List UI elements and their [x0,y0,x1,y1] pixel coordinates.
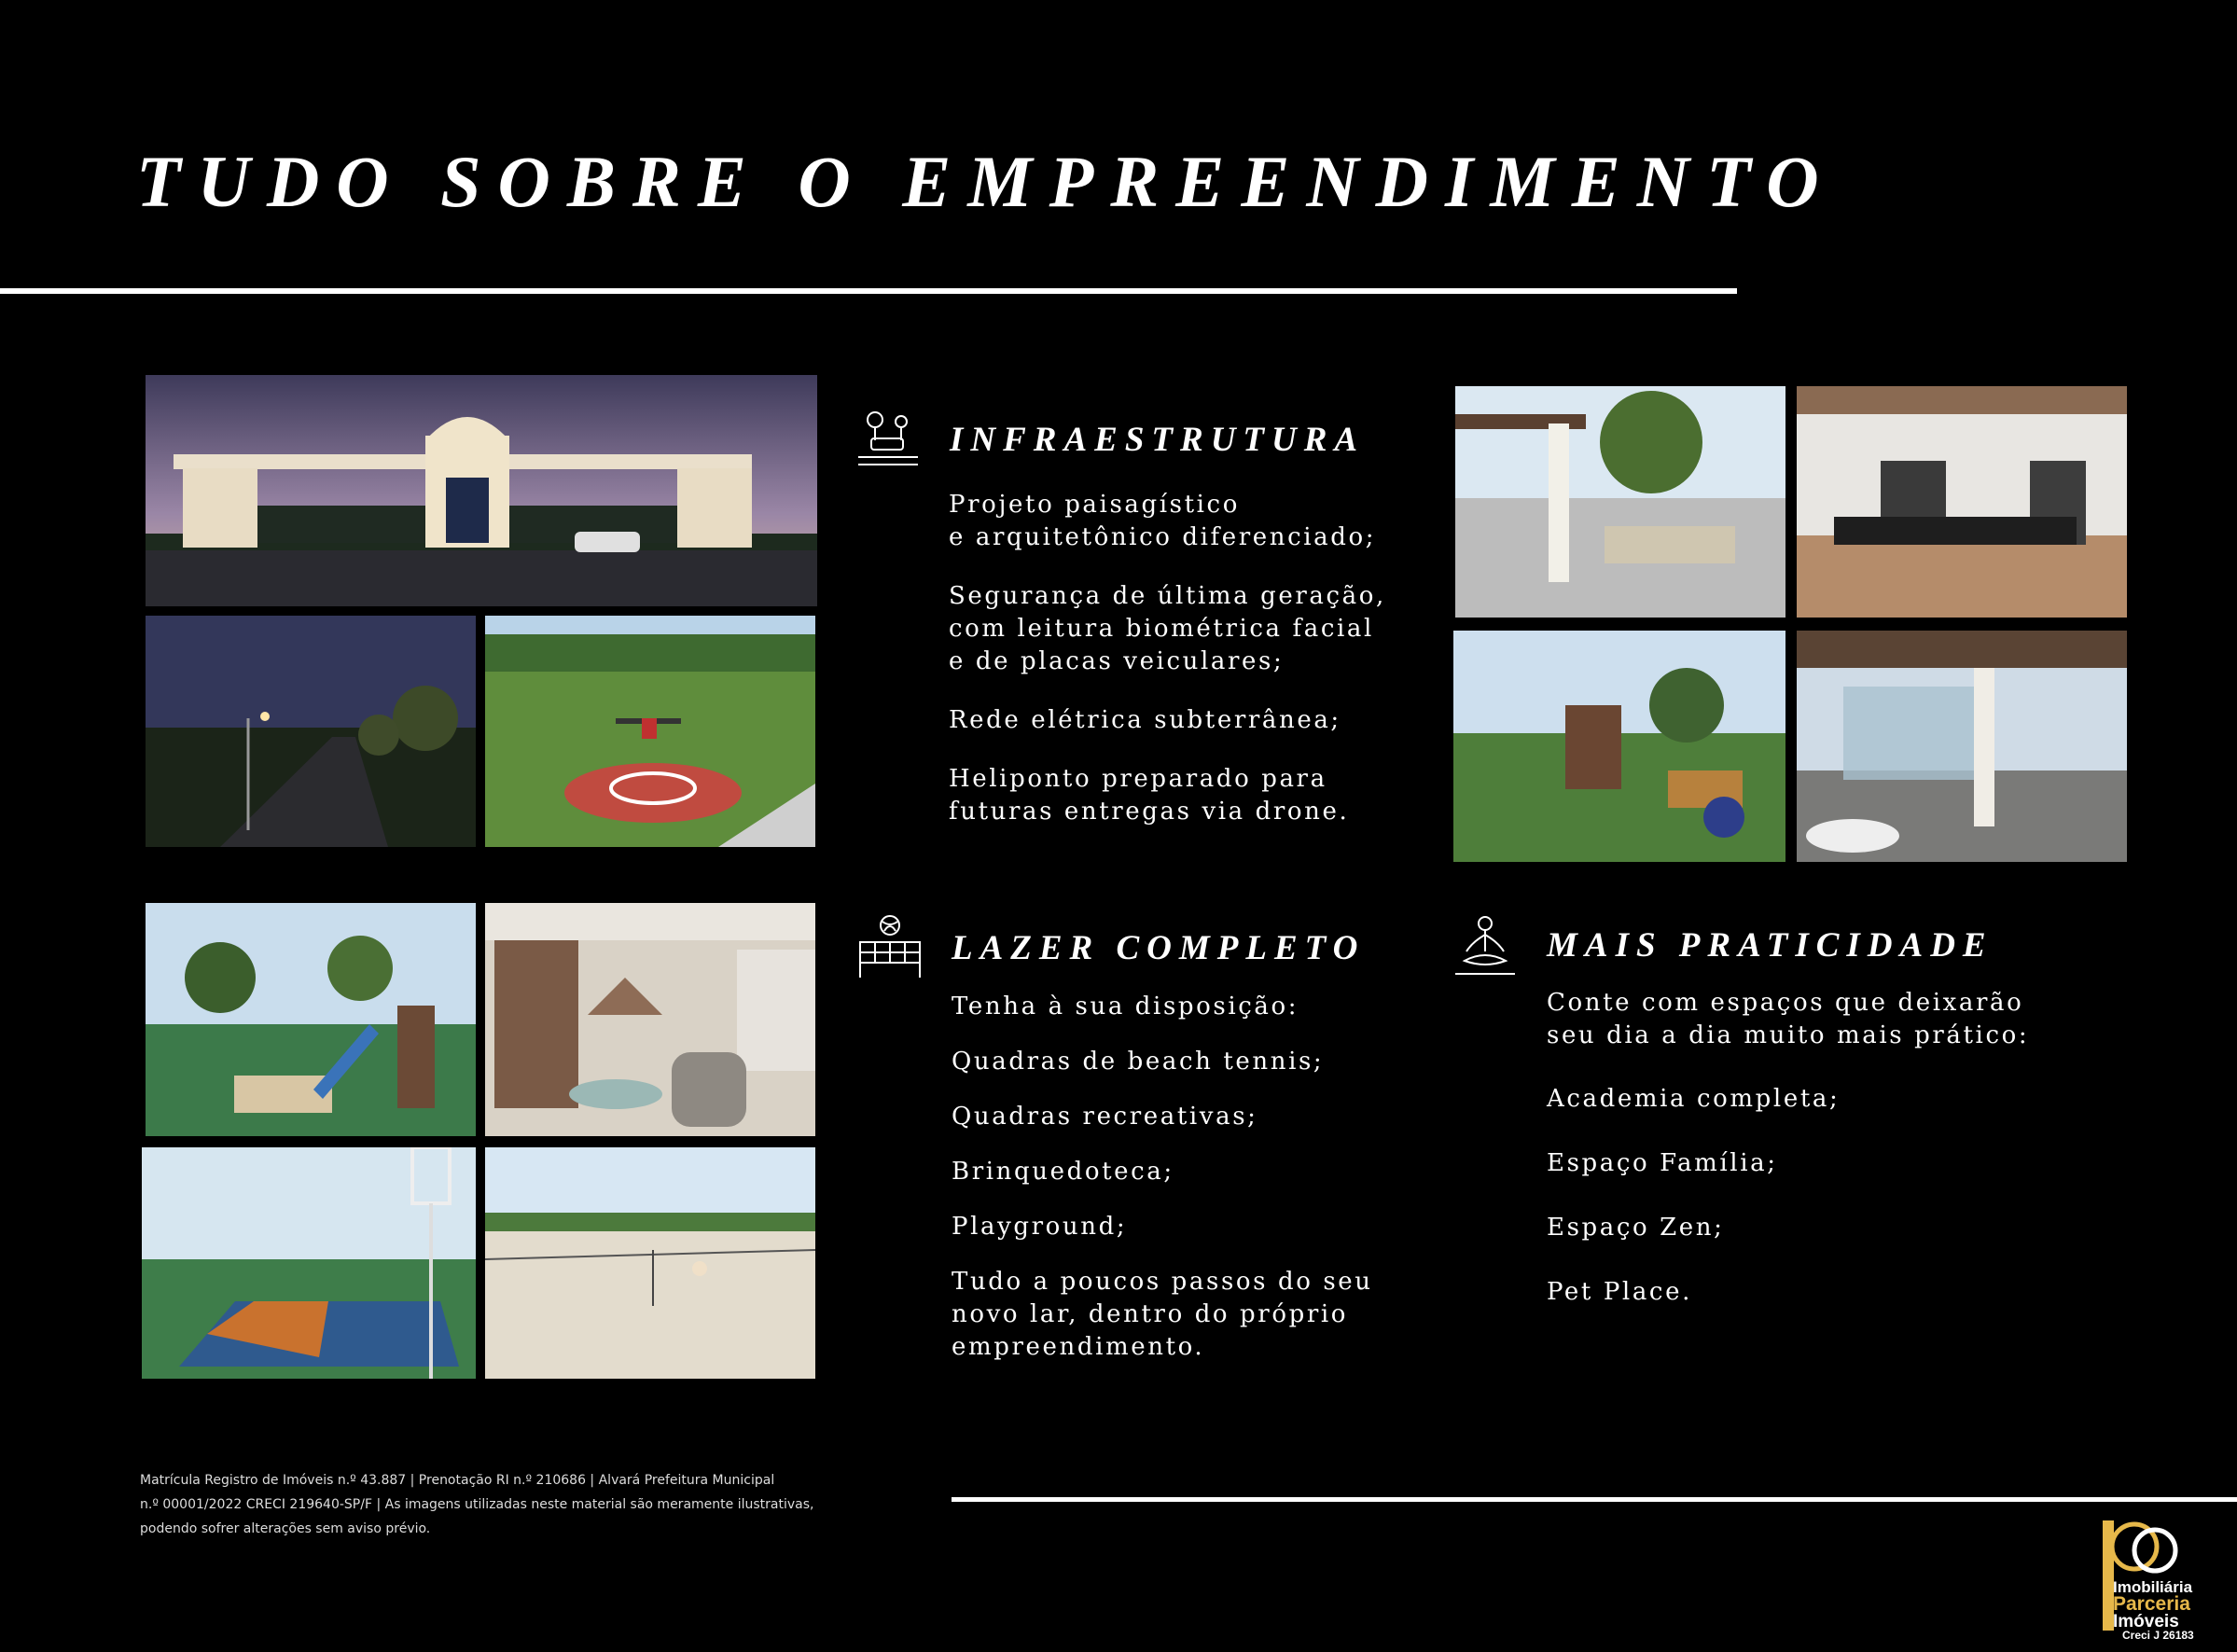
list-item: Tudo a poucos passos do seu novo lar, dentro do próprio empreendimento. [952,1268,1373,1361]
footnote-line: podendo sofrer alterações sem aviso prévio. [140,1521,431,1536]
infra-list [949,489,1386,828]
playground-photo [146,903,476,1136]
list-item: Brinquedoteca; [952,1158,1174,1186]
list-item: Tenha à sua disposição: [952,993,1299,1020]
infra-heading: INFRAESTRUTURA [950,421,1366,459]
heliport-photo [485,616,815,847]
zen-space-photo [1797,631,2127,862]
list-item: Espaço Zen; [1547,1214,1725,1242]
street-night-photo [146,616,476,847]
beach-tennis-photo [485,1147,815,1379]
footnote-line: Matrícula Registro de Imóveis n.º 43.887 | Prenotação RI n.º 210686 | Alvará Prefeitura Municipal [140,1473,775,1488]
list-item: Quadras de beach tennis; [952,1048,1325,1076]
logo-text-line2: Parceria [2113,1593,2190,1615]
list-item: Conte com espaços que deixarão seu dia a dia muito mais prático: [1547,989,2030,1049]
list-item: Segurança de última geração, com leitura biométrica facial e de placas veiculares; [949,582,1386,675]
city-park-icon [855,403,922,470]
list-item: Espaço Família; [1547,1149,1778,1177]
list-item: Playground; [952,1213,1128,1241]
company-logo [2099,1519,2230,1640]
logo-text-line4: Creci J 26183 [2122,1629,2194,1642]
pet-place-photo [1453,631,1785,862]
list-item: Academia completa; [1547,1085,1841,1113]
praticidade-list [1547,987,2029,1309]
page-title: TUDO SOBRE O EMPREENDIMENTO [136,141,1836,222]
list-item: Quadras recreativas; [952,1103,1258,1131]
volleyball-net-icon [856,912,924,979]
list-item: Heliponto preparado para futuras entregas via drone. [949,765,1350,826]
lazer-list [952,991,1373,1364]
gym-photo [1797,386,2127,618]
lazer-heading: LAZER COMPLETO [952,929,1366,967]
list-item: Pet Place. [1547,1278,1692,1306]
praticidade-heading: MAIS PRATICIDADE [1547,926,1994,965]
entrance-gate-photo [146,375,817,606]
legal-footnote [140,1468,886,1541]
pergola-garden-photo [1455,386,1785,618]
meditation-icon [1452,914,1519,981]
list-item: Projeto paisagístico e arquitetônico diferenciado; [949,491,1377,551]
toy-library-photo [485,903,815,1136]
list-item: Rede elétrica subterrânea; [949,706,1341,734]
footer-divider [952,1497,2237,1502]
footnote-line: n.º 00001/2022 CRECI 219640-SP/F | As imagens utilizadas neste material são meramente ilustrativas, [140,1497,814,1512]
title-divider [0,288,1737,294]
sports-court-photo [142,1147,476,1379]
logo-text-line3: Imóveis [2113,1612,2179,1631]
logo-text-line1: Imobiliária [2113,1578,2193,1596]
